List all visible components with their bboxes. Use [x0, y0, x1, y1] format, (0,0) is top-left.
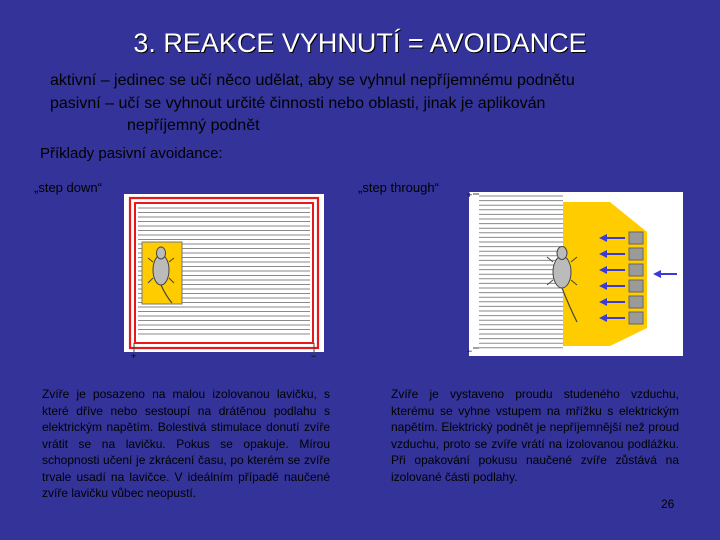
- vent-fin: [629, 232, 643, 244]
- vent-fin: [629, 248, 643, 260]
- minus-label: −: [467, 346, 473, 356]
- page-number: 26: [661, 497, 675, 511]
- step-down-description: Zvíře je posazeno na malou izolovanou lavičku, s které dříve nebo sestoupí na drátěnou podlahu s elektrickým napětím. Bolestivá stimulace donutí zvíře vrátit se na lavičku. Pokus se opakuje. Mírou schopnosti učení je zkrácení času, po kterém se zvíře trvale usadí na lavičce. V ideálním případě naučené zvíře lavičku vůbec neopustí.: [42, 387, 330, 500]
- step-through-diagram: [465, 188, 687, 360]
- definition-passive-cont: nepříjemný podnět: [127, 117, 260, 134]
- minus-label: −: [311, 351, 317, 360]
- plus-label: +: [131, 351, 137, 360]
- vent-fin: [629, 280, 643, 292]
- vent-fin: [629, 296, 643, 308]
- definition-passive: pasivní – učí se vyhnout určité činnosti nebo oblasti, jinak je aplikován: [50, 95, 546, 112]
- step-down-diagram: [118, 188, 330, 360]
- vent-fin: [629, 312, 643, 324]
- definition-active: aktivní – jedinec se učí něco udělat, aby se vyhnul nepříjemnému podnětu: [50, 72, 575, 89]
- examples-heading: Příklady pasivní avoidance:: [40, 145, 223, 162]
- step-through-caption: „step through“: [358, 180, 439, 195]
- page-title: 3. REAKCE VYHNUTÍ = AVOIDANCE: [133, 28, 587, 58]
- step-through-description: Zvíře je vystaveno proudu studeného vzduchu, kterému se vyhne vstupem na mřížku s elektrickým napětím. Elektrický podnět je nepříjemnější než proud vzduchu, proto se zvíře vrátí na izolovanou podlážku. Při opakování pokusu naučené zvíře zůstává na izolované části podlahy.: [391, 387, 679, 484]
- vent-fin: [629, 264, 643, 276]
- plus-label: +: [467, 190, 473, 200]
- step-down-caption: „step down“: [34, 180, 102, 195]
